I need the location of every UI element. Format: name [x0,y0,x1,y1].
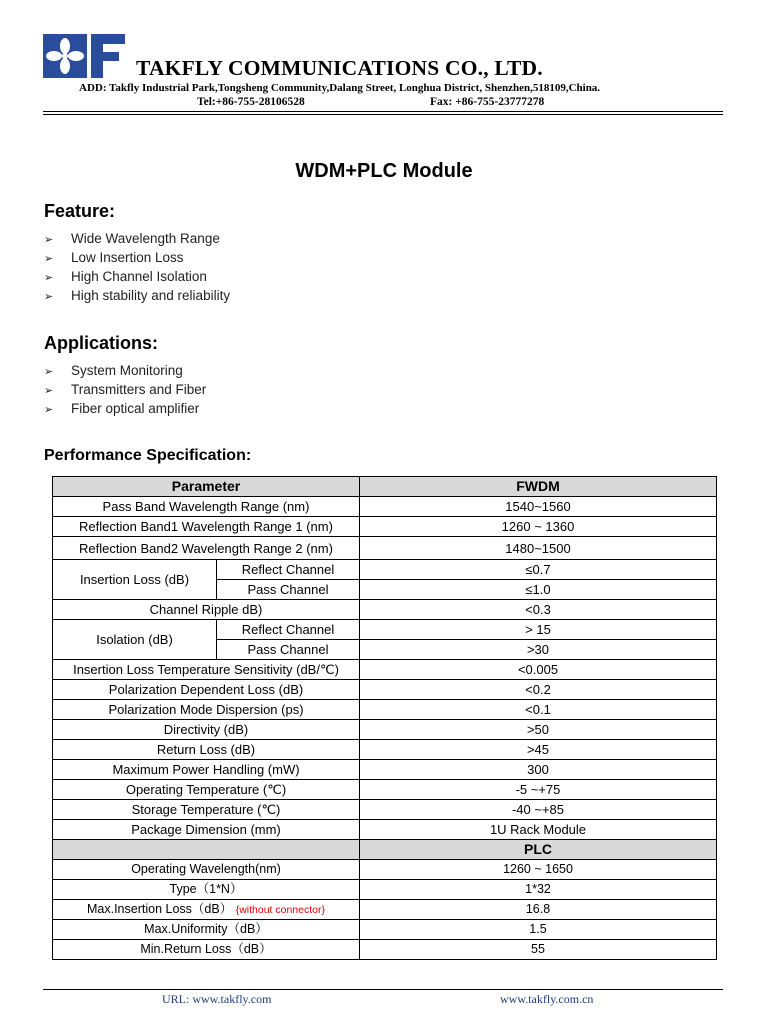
param-cell: Directivity (dB) [53,720,360,740]
list-item: ➢ Transmitters and Fiber [44,380,206,399]
plc-header-row [53,840,717,860]
arrow-bullet-icon: ➢ [44,366,54,378]
table-row [53,720,717,740]
sub-param-cell: Pass Channel [217,640,360,660]
spec-table [52,476,717,960]
param-cell: Operating Temperature (℃) [53,780,360,800]
value-cell: 1.5 [360,920,717,940]
table-row [53,680,717,700]
param-cell: Channel Ripple dB) [53,600,360,620]
param-cell: Polarization Dependent Loss (dB) [53,680,360,700]
param-cell: Max.Uniformity（dB） [53,920,360,940]
header-rule [43,111,723,112]
applications-heading: Applications: [44,333,159,353]
param-cell: Reflection Band1 Wavelength Range 1 (nm) [53,517,360,537]
value-cell: > 15 [360,620,717,640]
takfly-logo [43,34,125,78]
param-group-cell: Isolation (dB) [53,620,217,660]
table-row [53,497,717,517]
plc-header-blank [53,840,360,860]
arrow-bullet-icon: ➢ [44,272,54,284]
list-item: ➢ High stability and reliability [44,286,230,305]
value-cell: ≤1.0 [360,580,717,600]
value-cell: 1260 ~ 1360 [360,517,717,537]
footer-rule [43,989,723,990]
table-row [53,700,717,720]
list-item: ➢ System Monitoring [44,361,206,380]
table-row [53,900,717,920]
value-cell: >50 [360,720,717,740]
value-cell: 55 [360,940,717,960]
table-header-row [53,477,717,497]
arrow-bullet-icon: ➢ [44,291,54,303]
param-cell: Max.Insertion Loss（dB） {without connector} [53,900,360,920]
table-row [53,660,717,680]
arrow-bullet-icon: ➢ [44,234,54,246]
list-item: ➢ Low Insertion Loss [44,248,230,267]
table-row [53,760,717,780]
arrow-bullet-icon: ➢ [44,404,54,416]
param-cell: Polarization Mode Dispersion (ps) [53,700,360,720]
param-group-cell: Insertion Loss (dB) [53,560,217,600]
company-tel: Tel:+86-755-28106528 [197,96,305,108]
arrow-bullet-icon: ➢ [44,385,54,397]
company-address: ADD: Takfly Industrial Park,Tongsheng Community,Dalang Street, Longhua District, Shenzhen,518109,China. [79,82,601,94]
sub-param-cell: Reflect Channel [217,620,360,640]
footer-url-left: URL: www.takfly.com [162,992,272,1006]
param-cell: Storage Temperature (℃) [53,800,360,820]
param-cell: Pass Band Wavelength Range (nm) [53,497,360,517]
table-row [53,740,717,760]
table-row [53,780,717,800]
arrow-bullet-icon: ➢ [44,253,54,265]
param-cell: Insertion Loss Temperature Sensitivity (dB/℃) [53,660,360,680]
param-cell: Type（1*N） [53,880,360,900]
param-cell: Operating Wavelength(nm) [53,860,360,880]
value-cell: <0.005 [360,660,717,680]
table-row [53,600,717,620]
sub-param-cell: Reflect Channel [217,560,360,580]
table-row [53,800,717,820]
value-cell: -5 ~+75 [360,780,717,800]
value-cell: 1*32 [360,880,717,900]
value-cell: -40 ~+85 [360,800,717,820]
col-header-fwdm: FWDM [360,477,717,497]
connector-note: {without connector} [235,903,325,916]
table-row [53,920,717,940]
value-cell: 300 [360,760,717,780]
value-cell: 16.8 [360,900,717,920]
param-cell: Package Dimension (mm) [53,820,360,840]
table-row [53,860,717,880]
param-cell: Reflection Band2 Wavelength Range 2 (nm) [53,537,360,560]
value-cell: <0.2 [360,680,717,700]
company-fax: Fax: +86-755-23777278 [430,96,545,108]
table-row [53,620,717,640]
list-item: ➢ Wide Wavelength Range [44,229,230,248]
col-header-plc: PLC [360,840,717,860]
feature-list [44,229,230,305]
value-cell: <0.1 [360,700,717,720]
value-cell: 1260 ~ 1650 [360,860,717,880]
value-cell: 1U Rack Module [360,820,717,840]
list-item: ➢ Fiber optical amplifier [44,399,206,418]
value-cell: <0.3 [360,600,717,620]
table-row [53,560,717,580]
table-row [53,537,717,560]
sub-param-cell: Pass Channel [217,580,360,600]
table-row [53,880,717,900]
table-row [53,940,717,960]
feature-heading: Feature: [44,201,116,221]
value-cell: >45 [360,740,717,760]
header-rule-double [43,114,723,115]
param-cell: Return Loss (dB) [53,740,360,760]
value-cell: 1480~1500 [360,537,717,560]
applications-list [44,361,206,418]
table-row [53,820,717,840]
value-cell: >30 [360,640,717,660]
param-cell: Maximum Power Handling (mW) [53,760,360,780]
performance-heading: Performance Specification: [44,447,252,464]
value-cell: 1540~1560 [360,497,717,517]
col-header-parameter: Parameter [53,477,360,497]
value-cell: ≤0.7 [360,560,717,580]
list-item: ➢ High Channel Isolation [44,267,230,286]
table-row [53,517,717,537]
footer-url-right: www.takfly.com.cn [500,992,594,1006]
page-title: WDM+PLC Module [295,160,473,182]
param-cell: Min.Return Loss（dB） [53,940,360,960]
company-name: TAKFLY COMMUNICATIONS CO., LTD. [136,56,543,80]
